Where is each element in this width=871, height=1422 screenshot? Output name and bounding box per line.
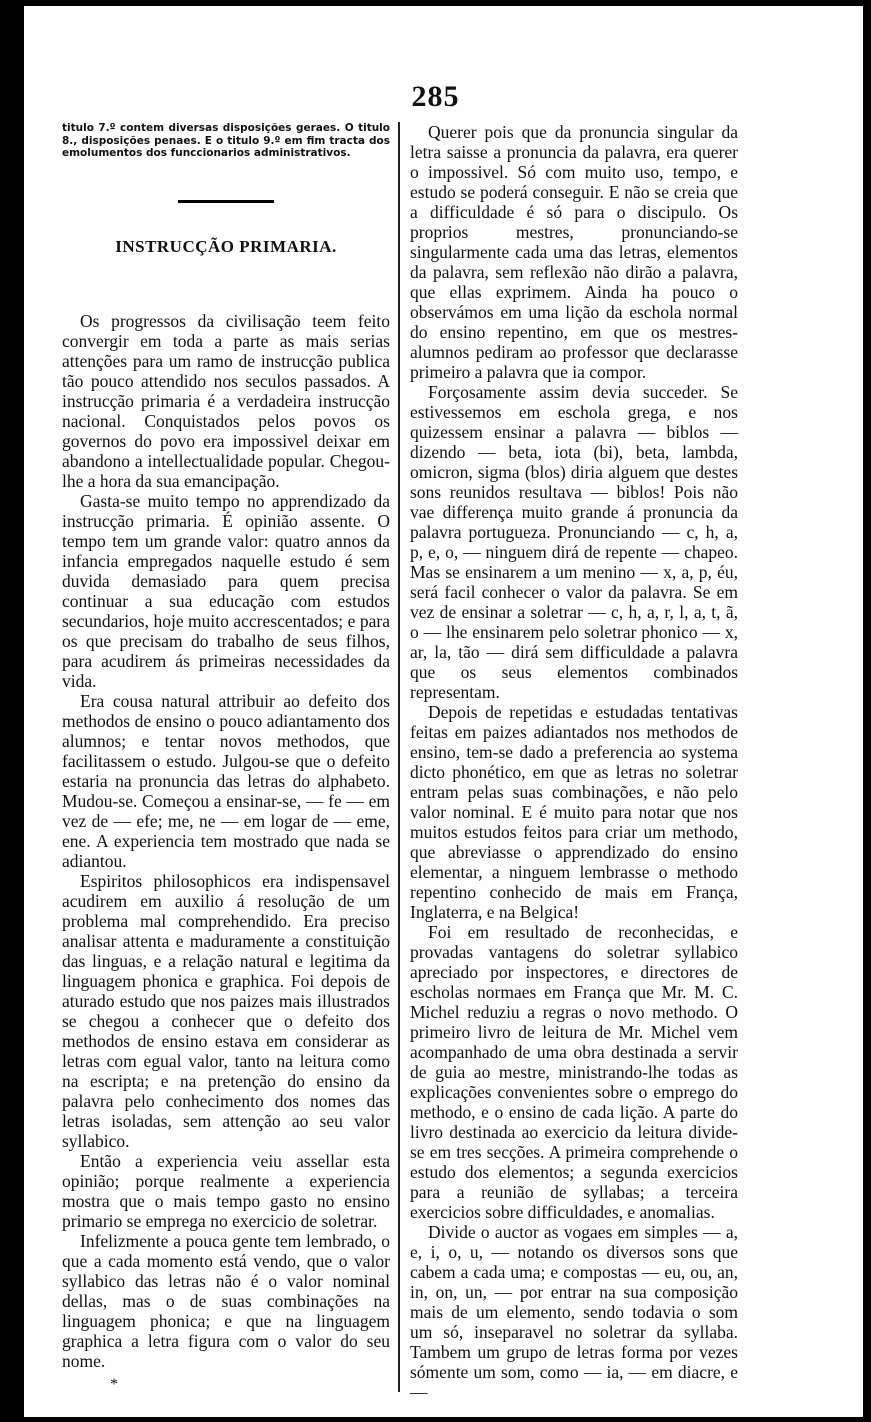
scan-border-left xyxy=(0,0,24,1422)
column-separator-rule xyxy=(398,122,400,1392)
page-number: 285 xyxy=(411,80,460,113)
paragraph: Era cousa natural attribuir ao defeito dos methodos de ensino o pouco adiantamento dos alumnos; e tentar novos methodos, que facilitassem o estudo. Julgou-se que o defeito estaria na pronuncia das letras do alphabeto. Mudou-se. Começou a ensinar-se, — fe — em vez de — efe; me, ne — em logar de — eme, ene. A experiencia tem mostrado que nada se adiantou. xyxy=(62,690,390,871)
scan-border-top xyxy=(0,0,871,6)
scan-border-right xyxy=(863,0,871,1422)
paragraph: Os progressos da civilisação teem feito convergir em toda a parte as mais serias attenções para um ramo de instrucção publica tão pouco attendido nos seculos passados. A instrucção primaria é a verdadeira instrucção nacional. Conquistados pelos povos os governos do povo era impossivel deixar em abandono a intellectualidade popular. Chegou-lhe a hora da sua emancipação. xyxy=(62,310,390,491)
paragraph: Espiritos philosophicos era indispensavel acudirem em auxilio á resolução de um problema mal comprehendido. Era preciso analisar attenta e maduramente a constituição das linguas, e a relação natural e legitima da linguagem phonica e graphica. Foi depois de aturado estudo que nos paizes mais illustrados se chegou a conhecer que o defeito dos methodos de ensino estava em considerar as letras com egual valor, tanto na leitura como na escripta; e na pretenção do ensino da palavra pelo conhecimento dos nomes das letras isoladas, sem attenção ao seu valor syllabico. xyxy=(62,870,390,1151)
paragraph: Gasta-se muito tempo no apprendizado da instrucção primaria. É opinião assente. O tempo tem um grande valor: quatro annos da infancia empregados naquelle estudo é sem duvida demasiado para quem precisa continuar a sua educação com estudos secundarios, hoje muito accrescentados; e para os que precisam do trabalho de seus filhos, para acudirem ás primeiras necessidades da vida. xyxy=(62,490,390,691)
footnote-mark: * xyxy=(110,1375,118,1393)
left-column xyxy=(62,122,390,1393)
paragraph: Então a experiencia veiu assellar esta opinião; porque realmente a experiencia mostra que o mais tempo gasto no ensino primario se emprega no exercicio de soletrar. xyxy=(62,1150,390,1231)
scan-border-bottom xyxy=(0,1417,871,1422)
paragraph: Querer pois que da pronuncia singular da letra saisse a pronuncia da palavra, era querer o impossivel. Só com muito uso, tempo, e estudo se poderá conseguir. E não se creia que a difficuldade é só para o discipulo. Os proprios mestres, pronunciando-se singularmente cada uma das letras, elementos da palavra, sem reflexão não dirão a palavra, que ellas exprimem. Ainda ha pouco o observámos em uma lição da eschola normal do ensino repentino, em que os mestres-alumnos pediram ao professor que declarasse primeiro a palavra que ia compor. xyxy=(410,122,738,382)
paragraph: Depois de repetidas e estudadas tentativas feitas em paizes adiantados nos methodos de ensino, tem-se dado a preferencia ao systema dicto phonético, em que as letras no soletrar entram pelas suas combinações, e não pelo valor nominal. E é muito para notar que nos muitos estudos feitos para criar um methodo, que abreviasse o apprendizado do ensino elementar, a ninguem lembrasse o methodo repentino conhecido de mais em França, Inglaterra, e na Belgica! xyxy=(410,702,738,922)
paragraph: Foi em resultado de reconhecidas, e provadas vantagens do soletrar syllabico apreciado por inspectores, e directores de escholas normaes em França que Mr. M. C. Michel reduziu a regras o novo methodo. O primeiro livro de leitura de Mr. Michel vem acompanhado de uma obra destinada a servir de guia ao mestre, ministrando-lhe todas as explicações convenientes sobre o emprego do methodo, e o ensino de cada lição. A parte do livro destinada ao exercicio da leitura divide-se em tres secções. A primeira comprehende o estudo dos elementos; a segunda exercicios para a reunião de syllabas; a terceira exercicios sobre difficuldades, e anomalias. xyxy=(410,922,738,1222)
section-divider-rule xyxy=(178,200,274,203)
paragraph: Forçosamente assim devia succeder. Se estivessemos em eschola grega, e nos quizessem ensinar a palavra — biblos — dizendo — beta, iota (bi), beta, lambda, omicron, sigma (blos) diria alguem que destes sons reunidos resultava — biblos! Pois não vae differença muito grande á pronuncia da palavra portugueza. Pronunciando — c, h, a, p, e, o, — ninguem dirá de repente — chapeo. Mas se ensinarem a um menino — x, a, p, éu, será facil conhecer o valor da palavra. Se em vez de ensinar a soletrar — c, h, a, r, l, a, t, ã, o — lhe ensinarem pelo soletrar phonico — x, ar, la, tão — dirá sem difficuldade a palavra que os seus elementos combinados representam. xyxy=(410,382,738,702)
right-column xyxy=(410,122,738,1402)
section-heading: INSTRUCÇÃO PRIMARIA. xyxy=(115,236,337,256)
paragraph: Divide o auctor as vogaes em simples — a, e, i, o, u, — notando os diversos sons que cabem a cada uma; e compostas — eu, ou, an, in, on, un, — por entrar na sua composição mais de um elemento, sendo todavia o som um só, inseparavel no soletrar da syllaba. Tambem um grupo de letras forma por vezes sómente um som, como — ia, — em diacre, e — xyxy=(410,1222,738,1402)
fine-print-text: titulo 7.º contem diversas disposições geraes. O titulo 8., disposições penaes. E o titulo 9.º em fim tracta dos emolumentos dos funccionarios administrativos. xyxy=(62,122,390,159)
paragraph: Infelizmente a pouca gente tem lembrado, o que a cada momento está vendo, que o valor syllabico das letras não é o valor nominal dellas, mas o de suas combinações na linguagem phonica; e que na linguagem graphica a letra figura com o valor do seu nome. xyxy=(62,1230,390,1371)
